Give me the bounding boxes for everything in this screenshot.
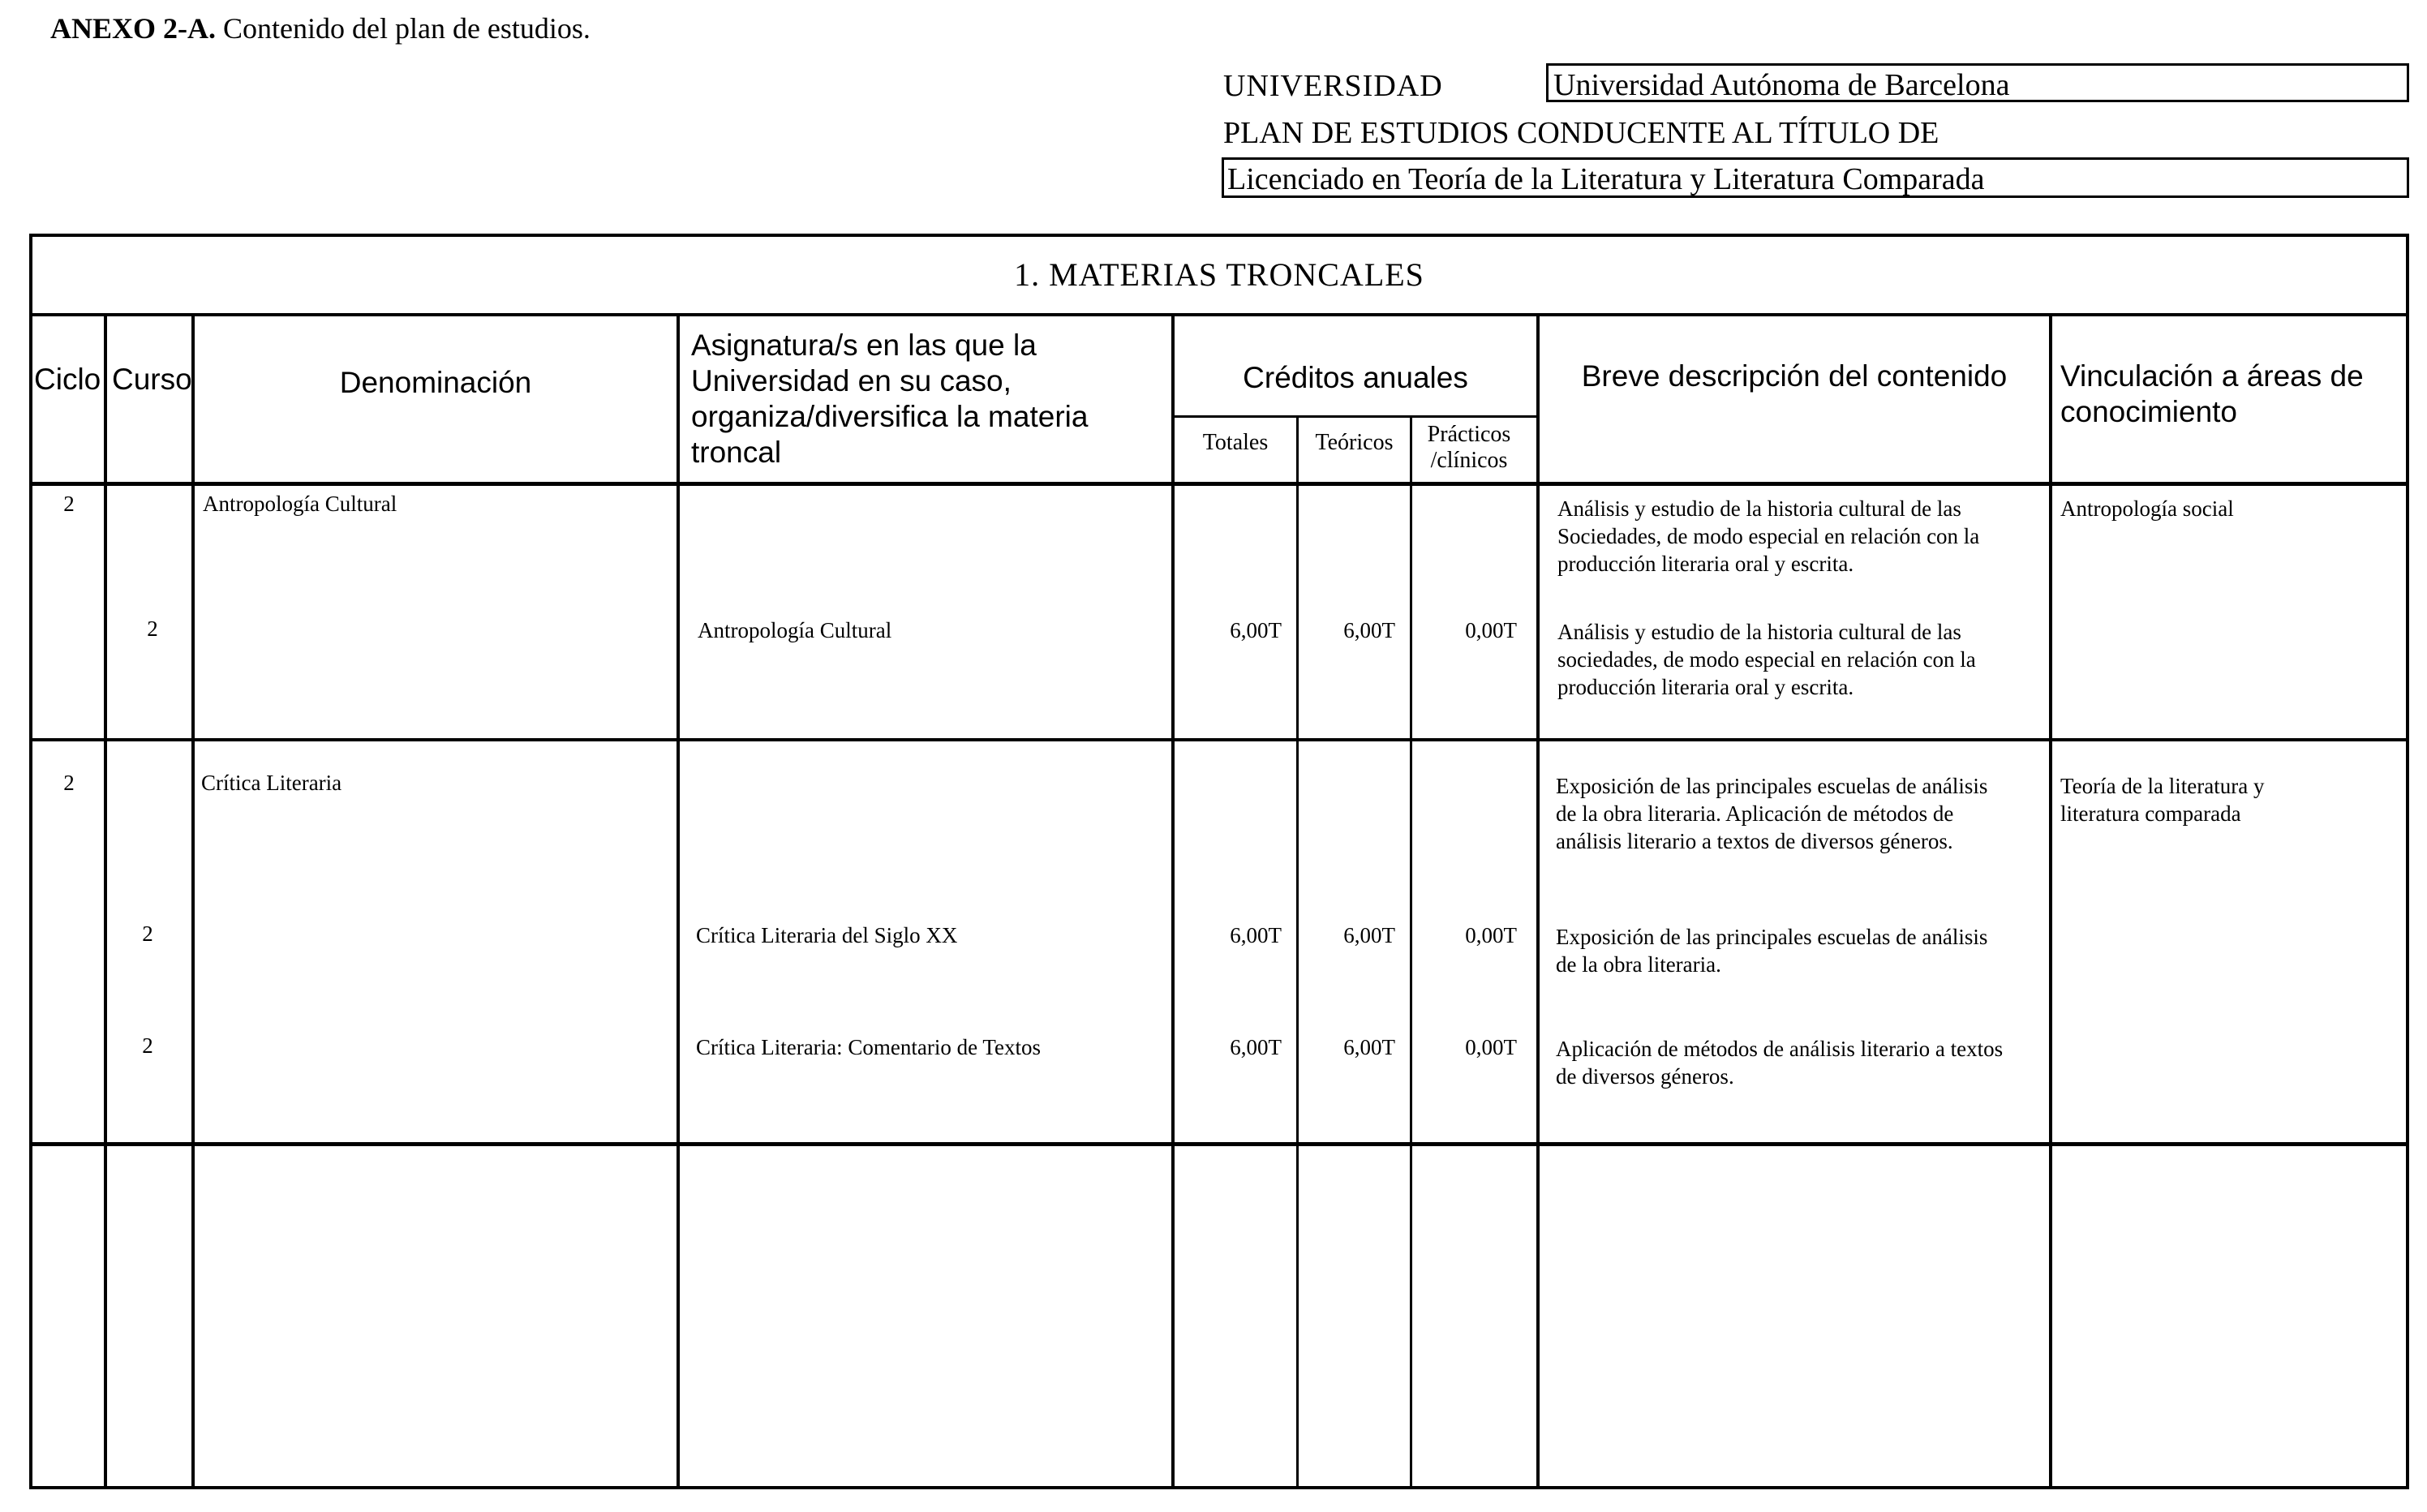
materia-descripcion: Exposición de las principales escuelas de análisis de la obra literaria. Aplicación de métodos de análisis literario a textos de diversos géneros. — [1556, 774, 1988, 853]
col-rule-totales — [1296, 415, 1299, 1489]
asignatura-curso: 2 — [142, 1033, 153, 1058]
asignatura-descripcion: Exposición de las principales escuelas de análisis de la obra literaria. — [1556, 925, 1988, 977]
col-header-practicos: Prácticos /clínicos — [1427, 422, 1511, 473]
col-rule-teoricos — [1410, 415, 1412, 1489]
col-header-denominacion: Denominación — [339, 366, 532, 399]
col-rule-descripcion — [2049, 313, 2052, 1489]
asignatura-teoricos: 6,00T — [1343, 923, 1395, 947]
col-header-totales: Totales — [1202, 430, 1269, 455]
asignatura-descripcion: Aplicación de métodos de análisis literario a textos de diversos géneros. — [1556, 1037, 2004, 1089]
credits-subheader-rule — [1173, 415, 1538, 418]
asignatura-nombre: Antropología Cultural — [698, 618, 892, 642]
col-rule-curso — [191, 313, 195, 1489]
annex-title: Contenido del plan de estudios. — [216, 12, 591, 45]
asignatura-descripcion: Análisis y estudio de la historia cultural de las sociedades, de modo especial en relación con la producción literaria oral y escrita. — [1557, 620, 1976, 699]
asignatura-practicos: 0,00T — [1465, 618, 1517, 642]
degree-title-field: Licenciado en Teoría de la Literatura y Literatura Comparada — [1222, 157, 2409, 198]
asignatura-nombre: Crítica Literaria del Siglo XX — [696, 923, 958, 947]
asignatura-totales: 6,00T — [1230, 1035, 1282, 1059]
asignatura-nombre: Crítica Literaria: Comentario de Textos — [696, 1035, 1041, 1059]
asignatura-teoricos: 6,00T — [1343, 1035, 1395, 1059]
col-header-descripcion: Breve descripción del contenido — [1581, 359, 2008, 393]
asignatura-curso: 2 — [147, 616, 158, 641]
materia-descripcion: Análisis y estudio de la historia cultural de las Sociedades, de modo especial en relación con la producción literaria oral y escrita. — [1557, 496, 1980, 576]
university-field: Universidad Autónoma de Barcelona — [1546, 63, 2409, 102]
col-header-asignatura: Asignatura/s en las que la Universidad en su caso, organiza/diversifica la materia troncal — [691, 329, 1089, 469]
col-header-ciclo: Ciclo — [34, 363, 101, 396]
asignatura-totales: 6,00T — [1230, 923, 1282, 947]
materia-ciclo: 2 — [63, 492, 75, 516]
asignatura-totales: 6,00T — [1230, 618, 1282, 642]
materia-vinculacion: Antropología social — [2060, 496, 2234, 521]
section-title: 1. MATERIAS TRONCALES — [1014, 256, 1424, 293]
col-rule-practicos — [1536, 313, 1540, 1489]
materia-denominacion: Antropología Cultural — [203, 492, 397, 516]
col-rule-asignatura — [1171, 313, 1175, 1489]
col-header-vinculacion: Vinculación a áreas de conocimiento — [2060, 359, 2364, 428]
asignatura-teoricos: 6,00T — [1343, 618, 1395, 642]
asignatura-curso: 2 — [142, 921, 153, 946]
materia-ciclo: 2 — [63, 771, 75, 795]
university-label: UNIVERSIDAD — [1223, 69, 1443, 103]
materia-denominacion: Crítica Literaria — [201, 771, 342, 795]
asignatura-practicos: 0,00T — [1465, 1035, 1517, 1059]
materia-vinculacion: Teoría de la literatura y literatura comparada — [2060, 774, 2265, 826]
col-header-teoricos: Teóricos — [1315, 430, 1394, 455]
document-heading — [50, 11, 591, 45]
col-rule-denominacion — [677, 313, 680, 1489]
asignatura-practicos: 0,00T — [1465, 923, 1517, 947]
annex-label: ANEXO 2-A. — [50, 12, 216, 45]
col-header-creditos: Créditos anuales — [1243, 361, 1468, 394]
plan-label: PLAN DE ESTUDIOS CONDUCENTE AL TÍTULO DE — [1223, 116, 1939, 150]
col-header-curso: Curso — [112, 363, 192, 396]
